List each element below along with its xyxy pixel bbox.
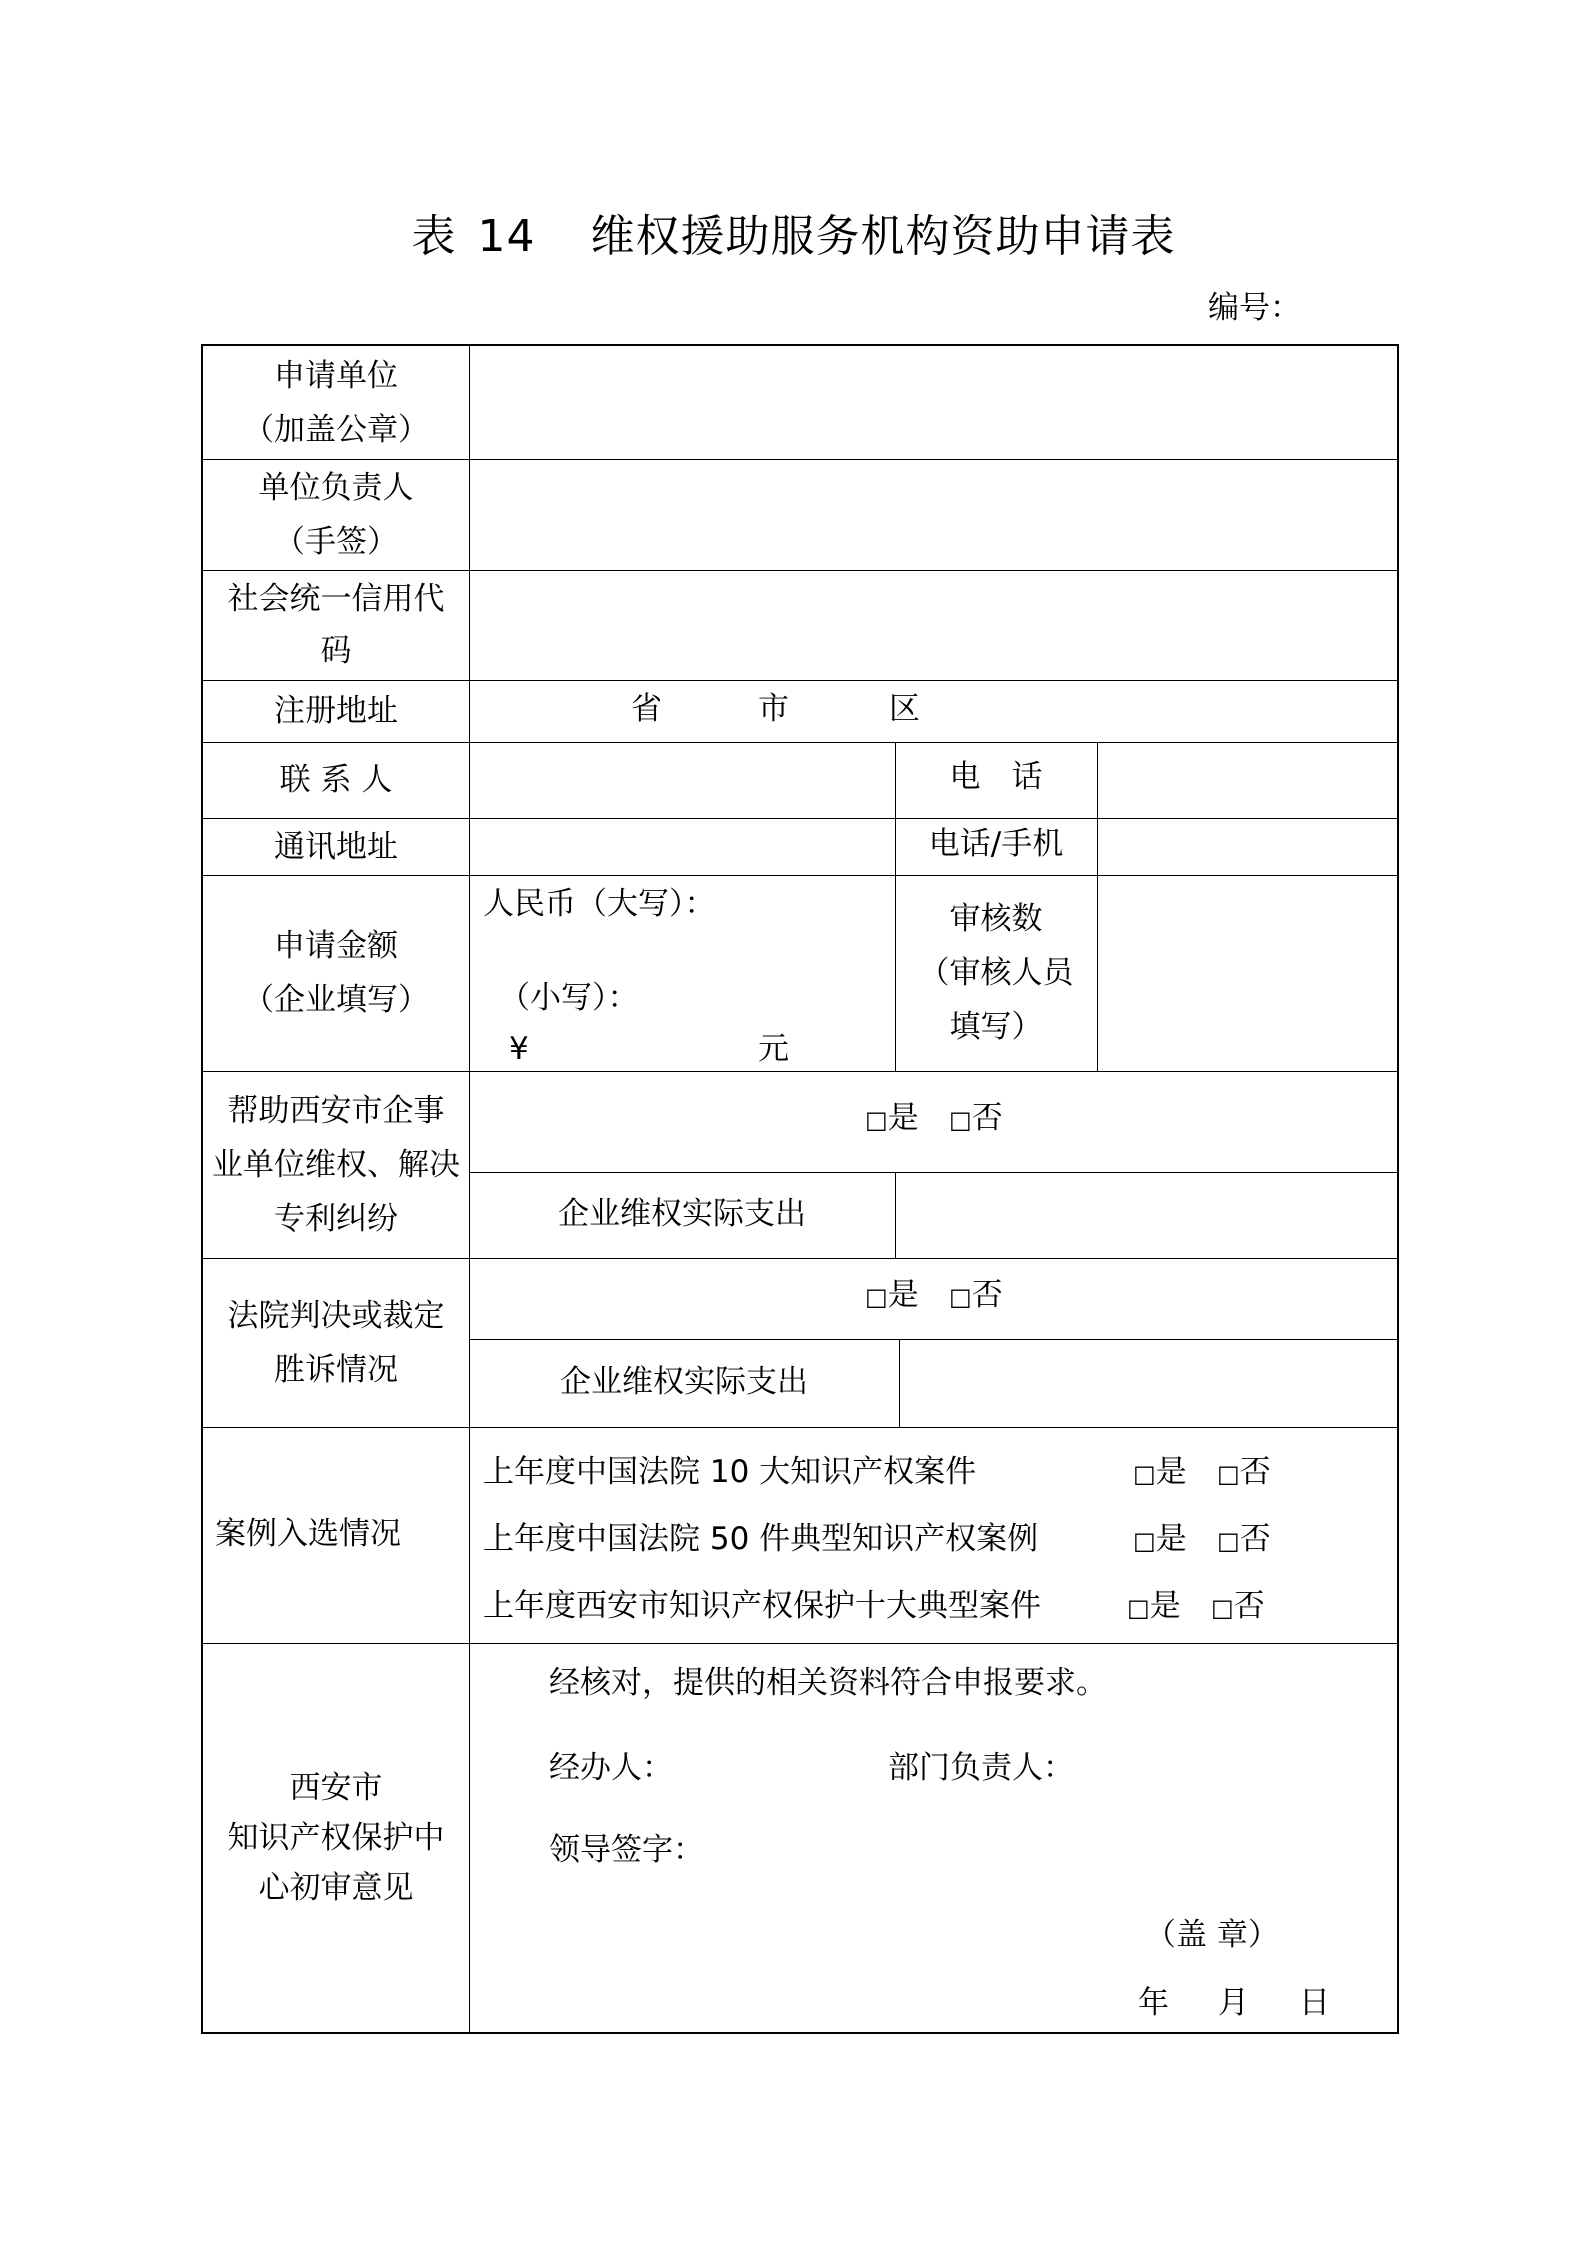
court-label: 法院判决或裁定 胜诉情况 (227, 1297, 445, 1388)
phone-mobile-label: 电话/手机 (928, 826, 1064, 862)
title-prefix: 表 (411, 211, 457, 262)
column-divider (899, 1339, 900, 1427)
checkbox-icon[interactable]: □ (1127, 1594, 1150, 1622)
case-item-no-option[interactable]: □否 (1211, 1588, 1265, 1624)
case-item-no-option[interactable]: □否 (1217, 1454, 1271, 1490)
city-label: 市 (758, 691, 789, 727)
row-divider (469, 1339, 1399, 1340)
checkbox-icon[interactable]: □ (1133, 1527, 1156, 1555)
date-day-label: 日 (1299, 1985, 1330, 2021)
checkbox-icon[interactable]: □ (1133, 1460, 1156, 1488)
help-expense-label: 企业维权实际支出 (558, 1196, 806, 1232)
handler-label: 经办人： (549, 1750, 673, 1786)
review-statement: 经核对，提供的相关资料符合申报要求。 (549, 1665, 1107, 1701)
court-expense-label: 企业维权实际支出 (560, 1364, 808, 1400)
checkbox-icon[interactable]: □ (1217, 1527, 1240, 1555)
leader-sign-label: 领导签字： (549, 1832, 704, 1868)
date-year-label: 年 (1138, 1985, 1169, 2021)
checkbox-icon[interactable]: □ (1217, 1460, 1240, 1488)
court-yes-option[interactable]: □是 (865, 1277, 919, 1313)
column-divider (1097, 742, 1098, 1071)
rmb-upper-label: 人民币（大写）： (483, 886, 716, 922)
case-item-text: 上年度中国法院 10 大知识产权案件 (483, 1454, 977, 1490)
form-number-label: 编号： (1208, 290, 1301, 326)
mailing-address-label: 通讯地址 (274, 828, 398, 865)
dept-head-label: 部门负责人： (888, 1750, 1074, 1786)
amount-label: 申请金额 （企业填写） (243, 928, 429, 1018)
applicant-label: 申请单位 （加盖公章） (243, 357, 429, 448)
credit-code-label: 社会统一信用代 码 (227, 581, 445, 669)
column-divider (895, 1172, 896, 1258)
row-divider (469, 1172, 1399, 1173)
registered-address-label: 注册地址 (274, 693, 398, 729)
help-yes-option[interactable]: □是 (865, 1100, 919, 1136)
case-item-yes-option[interactable]: □是 (1133, 1521, 1187, 1557)
yen-sign: ¥ (509, 1031, 529, 1067)
title-number: 14 (477, 211, 536, 262)
checkbox-icon[interactable]: □ (1211, 1594, 1234, 1622)
district-label: 区 (889, 691, 920, 727)
court-no-option[interactable]: □否 (949, 1277, 1003, 1313)
review-amount-label: 审核数 （审核人员 填写） (918, 901, 1074, 1045)
application-form (201, 344, 1399, 2034)
help-label: 帮助西安市企事 业单位维权、解决 专利纠纷 (212, 1092, 460, 1237)
phone-label: 电 话 (949, 759, 1043, 795)
yuan-label: 元 (758, 1031, 789, 1067)
case-item-no-option[interactable]: □否 (1217, 1521, 1271, 1557)
checkbox-icon[interactable]: □ (949, 1106, 972, 1134)
contact-person-label: 联 系 人 (279, 762, 393, 798)
help-no-option[interactable]: □否 (949, 1100, 1003, 1136)
case-item-yes-option[interactable]: □是 (1133, 1454, 1187, 1490)
rmb-lower-label: （小写）： (499, 980, 639, 1016)
row-divider (203, 1427, 1399, 1428)
checkbox-icon[interactable]: □ (865, 1283, 888, 1311)
leader-label: 单位负责人 （手签） (258, 469, 414, 560)
title-text: 维权援助服务机构资助申请表 (590, 211, 1176, 262)
column-divider (469, 346, 470, 2032)
province-label: 省 (631, 691, 662, 727)
date-month-label: 月 (1218, 1985, 1249, 2021)
cases-label: 案例入选情况 (215, 1516, 401, 1552)
page-title (0, 200, 1587, 264)
case-item-text: 上年度中国法院 50 件典型知识产权案例 (483, 1521, 1039, 1557)
checkbox-icon[interactable]: □ (865, 1106, 888, 1134)
case-item-text: 上年度西安市知识产权保护十大典型案件 (483, 1588, 1041, 1624)
review-opinion-label: 西安市 知识产权保护中 心初审意见 (227, 1769, 445, 1906)
checkbox-icon[interactable]: □ (949, 1283, 972, 1311)
case-item-yes-option[interactable]: □是 (1127, 1588, 1181, 1624)
seal-label: （盖 章） (1145, 1917, 1279, 1953)
